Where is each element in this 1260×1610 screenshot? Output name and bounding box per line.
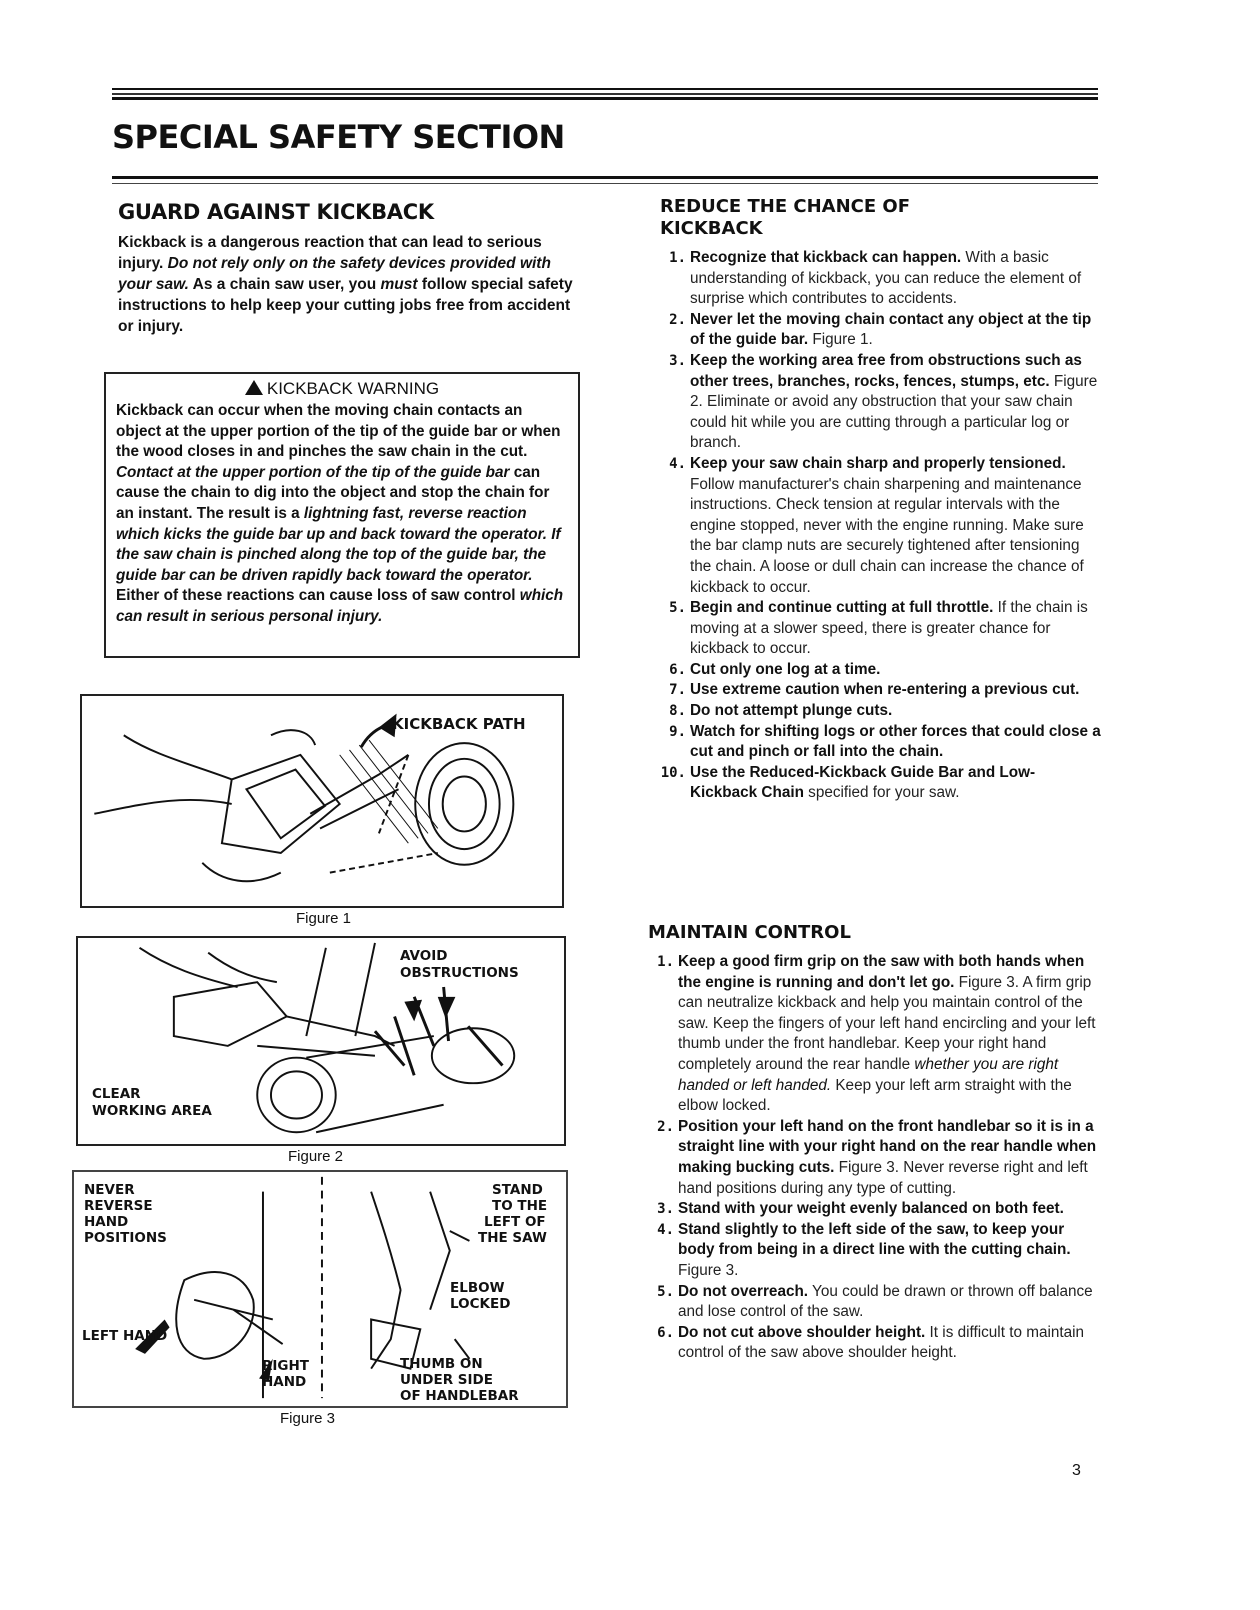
- list-item-number: 10.: [660, 764, 686, 781]
- list-item-bold-text: Recognize that kickback can happen.: [690, 249, 962, 266]
- kickback-path-label: KICKBACK PATH: [392, 715, 526, 733]
- reduce-heading: REDUCE THE CHANCE OF KICKBACK: [660, 196, 911, 239]
- list-item-number: 4.: [669, 455, 686, 472]
- list-item-number: 5.: [669, 600, 686, 617]
- list-item-number: 6.: [669, 661, 686, 678]
- list-item-bold-text: Use extreme caution when re-entering a previous cut.: [690, 681, 1080, 699]
- never-label: NEVER: [84, 1182, 135, 1198]
- warning-triangle-icon: [245, 380, 263, 395]
- maintain-heading: MAINTAIN CONTROL: [648, 922, 851, 943]
- left-of-label: LEFT OF: [484, 1214, 546, 1230]
- list-item-number: 4.: [657, 1221, 674, 1238]
- list-item-number: 9.: [669, 723, 686, 740]
- list-item-text: If the chain is moving at a slower speed, there is greater chance for kickback to occur.: [690, 599, 1088, 658]
- intro-text-2: Do not rely only on the safety devices provided with your saw.: [118, 255, 551, 293]
- page-title: SPECIAL SAFETY SECTION: [112, 118, 565, 156]
- list-item-italic-text: whether you are right handed or left handed.: [678, 1055, 1059, 1094]
- list-item-number: 8.: [669, 703, 686, 720]
- stand-label: STAND: [492, 1182, 543, 1198]
- list-item: [648, 1282, 1102, 1323]
- warning-title-text: KICKBACK WARNING: [266, 379, 440, 398]
- list-item: [648, 1117, 1102, 1199]
- list-item: [660, 310, 1102, 351]
- intro-text-5: follow special safety instructions to help keep your cutting jobs free from accident or injury.: [118, 276, 573, 335]
- list-item: [660, 248, 1102, 310]
- list-item-number: 2.: [669, 311, 686, 328]
- figure-3-illustration: [72, 1170, 568, 1408]
- warning-text-4: lightning fast, reverse reaction which kicks the guide bar up and back toward the operator. If the saw chain is pinched along the top of the guide bar, the guide bar can be driven rapidly back toward the operator.: [116, 504, 561, 584]
- kickback-warning-box: [104, 372, 580, 658]
- list-item-bold-text: Keep the working area free from obstructions such as other trees, branches, rocks, fences, stumps, etc.: [690, 351, 1082, 390]
- list-item-text: Figure 3. A firm grip can neutralize kickback and help you maintain control of the saw. Keep the fingers of your left hand encircling and your left thumb under the front handlebar. Keep your right hand completely around the rear handle: [678, 973, 1096, 1073]
- list-item-number: 6.: [657, 1324, 674, 1341]
- figure-1-illustration: [80, 694, 564, 908]
- of-handlebar-label: OF HANDLEBAR: [400, 1388, 519, 1404]
- list-item-text: Follow manufacturer's chain sharpening and maintenance instructions. Check tension at regular intervals with the engine stopped, never with the engine running. Make sure the bar clamp nuts are securely tightened after tensioning the chain. A loose or dull chain can increase the chance of kickback to occur.: [690, 475, 1084, 596]
- right-hand-label: HAND: [262, 1374, 307, 1390]
- warning-text-3: can cause the chain to dig into the object and stop the chain for an instant. The result is a: [116, 463, 550, 522]
- left-hand-label: LEFT HAND: [82, 1328, 168, 1344]
- list-item-bold-text: Do not cut above shoulder height.: [678, 1323, 926, 1341]
- list-item-bold-text: Do not attempt plunge cuts.: [690, 702, 893, 720]
- list-item: [660, 660, 1102, 681]
- page-number: 3: [1072, 1462, 1081, 1479]
- list-item: [648, 1220, 1102, 1282]
- under-side-label: UNDER SIDE: [400, 1372, 493, 1388]
- list-item-bold-text: Keep your saw chain sharp and properly tensioned.: [690, 454, 1066, 472]
- list-item-number: 5.: [657, 1283, 674, 1300]
- list-item-bold-text: Cut only one log at a time.: [690, 660, 881, 678]
- right-label: RIGHT: [262, 1358, 310, 1374]
- list-item-number: 1.: [657, 954, 674, 970]
- list-item-text: Figure 2. Eliminate or avoid any obstruction that your saw chain could hit while you are cutting through a particular log or branch.: [690, 372, 1098, 452]
- list-item-text: You could be drawn or thrown off balance and lose control of the saw.: [678, 1282, 1093, 1321]
- figure-2-caption: Figure 2: [288, 1148, 344, 1165]
- list-item-bold-text: Watch for shifting logs or other forces that could close a cut and pinch or fall into the chain.: [690, 722, 1101, 761]
- list-item-number: 2.: [657, 1118, 674, 1135]
- guard-intro: [118, 232, 588, 337]
- elbow-label: ELBOW: [450, 1280, 505, 1296]
- warning-title: [116, 378, 568, 400]
- reverse-label: REVERSE: [84, 1198, 153, 1214]
- title-underline-rule: [112, 176, 1098, 184]
- list-item-text: specified for your saw.: [803, 784, 960, 802]
- guard-against-kickback-section: [118, 200, 588, 337]
- figure-3-caption: Figure 3: [280, 1410, 336, 1427]
- clear-label: CLEAR: [92, 1086, 141, 1102]
- list-item-text: Figure 3.: [678, 1261, 739, 1279]
- list-item-bold-text: Stand slightly to the left side of the saw, to keep your body from being in a direct line with the cutting chain.: [678, 1220, 1071, 1259]
- list-item-text: Figure 1.: [808, 331, 873, 349]
- hand-label: HAND: [84, 1214, 129, 1230]
- intro-text-1: Kickback is a dangerous reaction that can lead to serious injury.: [118, 234, 542, 272]
- warning-text-1: Kickback can occur when the moving chain contacts an object at the upper portion of the tip of the guide bar or when the wood closes in and pinches the saw chain in the cut.: [116, 402, 561, 461]
- list-item: [660, 701, 1102, 722]
- list-item-bold-text: Keep a good firm grip on the saw with both hands when the engine is running and don't let go.: [678, 953, 1085, 991]
- list-item: [660, 598, 1102, 660]
- list-item-number: 1.: [669, 250, 686, 266]
- warning-text-6: which can result in serious personal injury.: [116, 587, 564, 625]
- to-the-label: TO THE: [492, 1198, 548, 1214]
- warning-text-2: Contact at the upper portion of the tip of the guide bar: [116, 463, 510, 481]
- working-area-label: WORKING AREA: [92, 1103, 212, 1119]
- list-item-text: With a basic understanding of kickback, you can reduce the element of surprise which contributes to accidents.: [690, 249, 1082, 308]
- list-item: [648, 1199, 1102, 1220]
- list-item-number: 3.: [657, 1201, 674, 1218]
- list-item: [660, 680, 1102, 701]
- maintain-list: [648, 952, 1102, 1364]
- list-item-text: Keep your left arm straight with the elbow locked.: [678, 1076, 1072, 1115]
- warning-text-5: Either of these reactions can cause loss of saw control: [116, 587, 520, 605]
- reduce-kickback-section: [660, 196, 1102, 804]
- list-item-bold-text: Stand with your weight evenly balanced on both feet.: [678, 1200, 1064, 1218]
- list-item-bold-text: Position your left hand on the front handlebar so it is in a straight line with your right hand on the rear handle when making bucking cuts.: [678, 1117, 1097, 1176]
- list-item-text: Figure 3. Never reverse right and left hand positions during any type of cutting.: [678, 1158, 1088, 1197]
- list-item: [648, 1323, 1102, 1364]
- list-item: [648, 952, 1102, 1117]
- intro-text-3: As a chain saw user, you: [188, 276, 381, 293]
- list-item: [660, 763, 1102, 804]
- top-double-rule: [112, 88, 1098, 100]
- maintain-control-section: [648, 922, 1102, 1364]
- list-item-bold-text: Never let the moving chain contact any object at the tip of the guide bar.: [690, 310, 1092, 349]
- the-saw-label: THE SAW: [478, 1230, 547, 1246]
- list-item-text: It is difficult to maintain control of the saw above shoulder height.: [678, 1323, 1085, 1362]
- list-item: [660, 722, 1102, 763]
- thumb-on-label: THUMB ON: [400, 1356, 483, 1372]
- list-item-number: 7.: [669, 682, 686, 699]
- figure-1-caption: Figure 1: [296, 910, 352, 927]
- intro-text-4: must: [380, 276, 418, 293]
- avoid-obstructions-label: AVOID OBSTRUCTIONS: [400, 948, 519, 981]
- list-item: [660, 454, 1102, 598]
- locked-label: LOCKED: [450, 1296, 511, 1312]
- figure-2-illustration: [76, 936, 566, 1146]
- positions-label: POSITIONS: [84, 1230, 167, 1246]
- list-item: [660, 351, 1102, 454]
- list-item-bold-text: Begin and continue cutting at full throttle.: [690, 599, 994, 617]
- warning-body: [116, 401, 568, 628]
- list-item-bold-text: Do not overreach.: [678, 1282, 809, 1300]
- list-item-bold-text: Use the Reduced-Kickback Guide Bar and Low-Kickback Chain: [690, 763, 1036, 802]
- list-item-number: 3.: [669, 352, 686, 369]
- reduce-list: [660, 248, 1102, 804]
- guard-heading: GUARD AGAINST KICKBACK: [118, 200, 434, 224]
